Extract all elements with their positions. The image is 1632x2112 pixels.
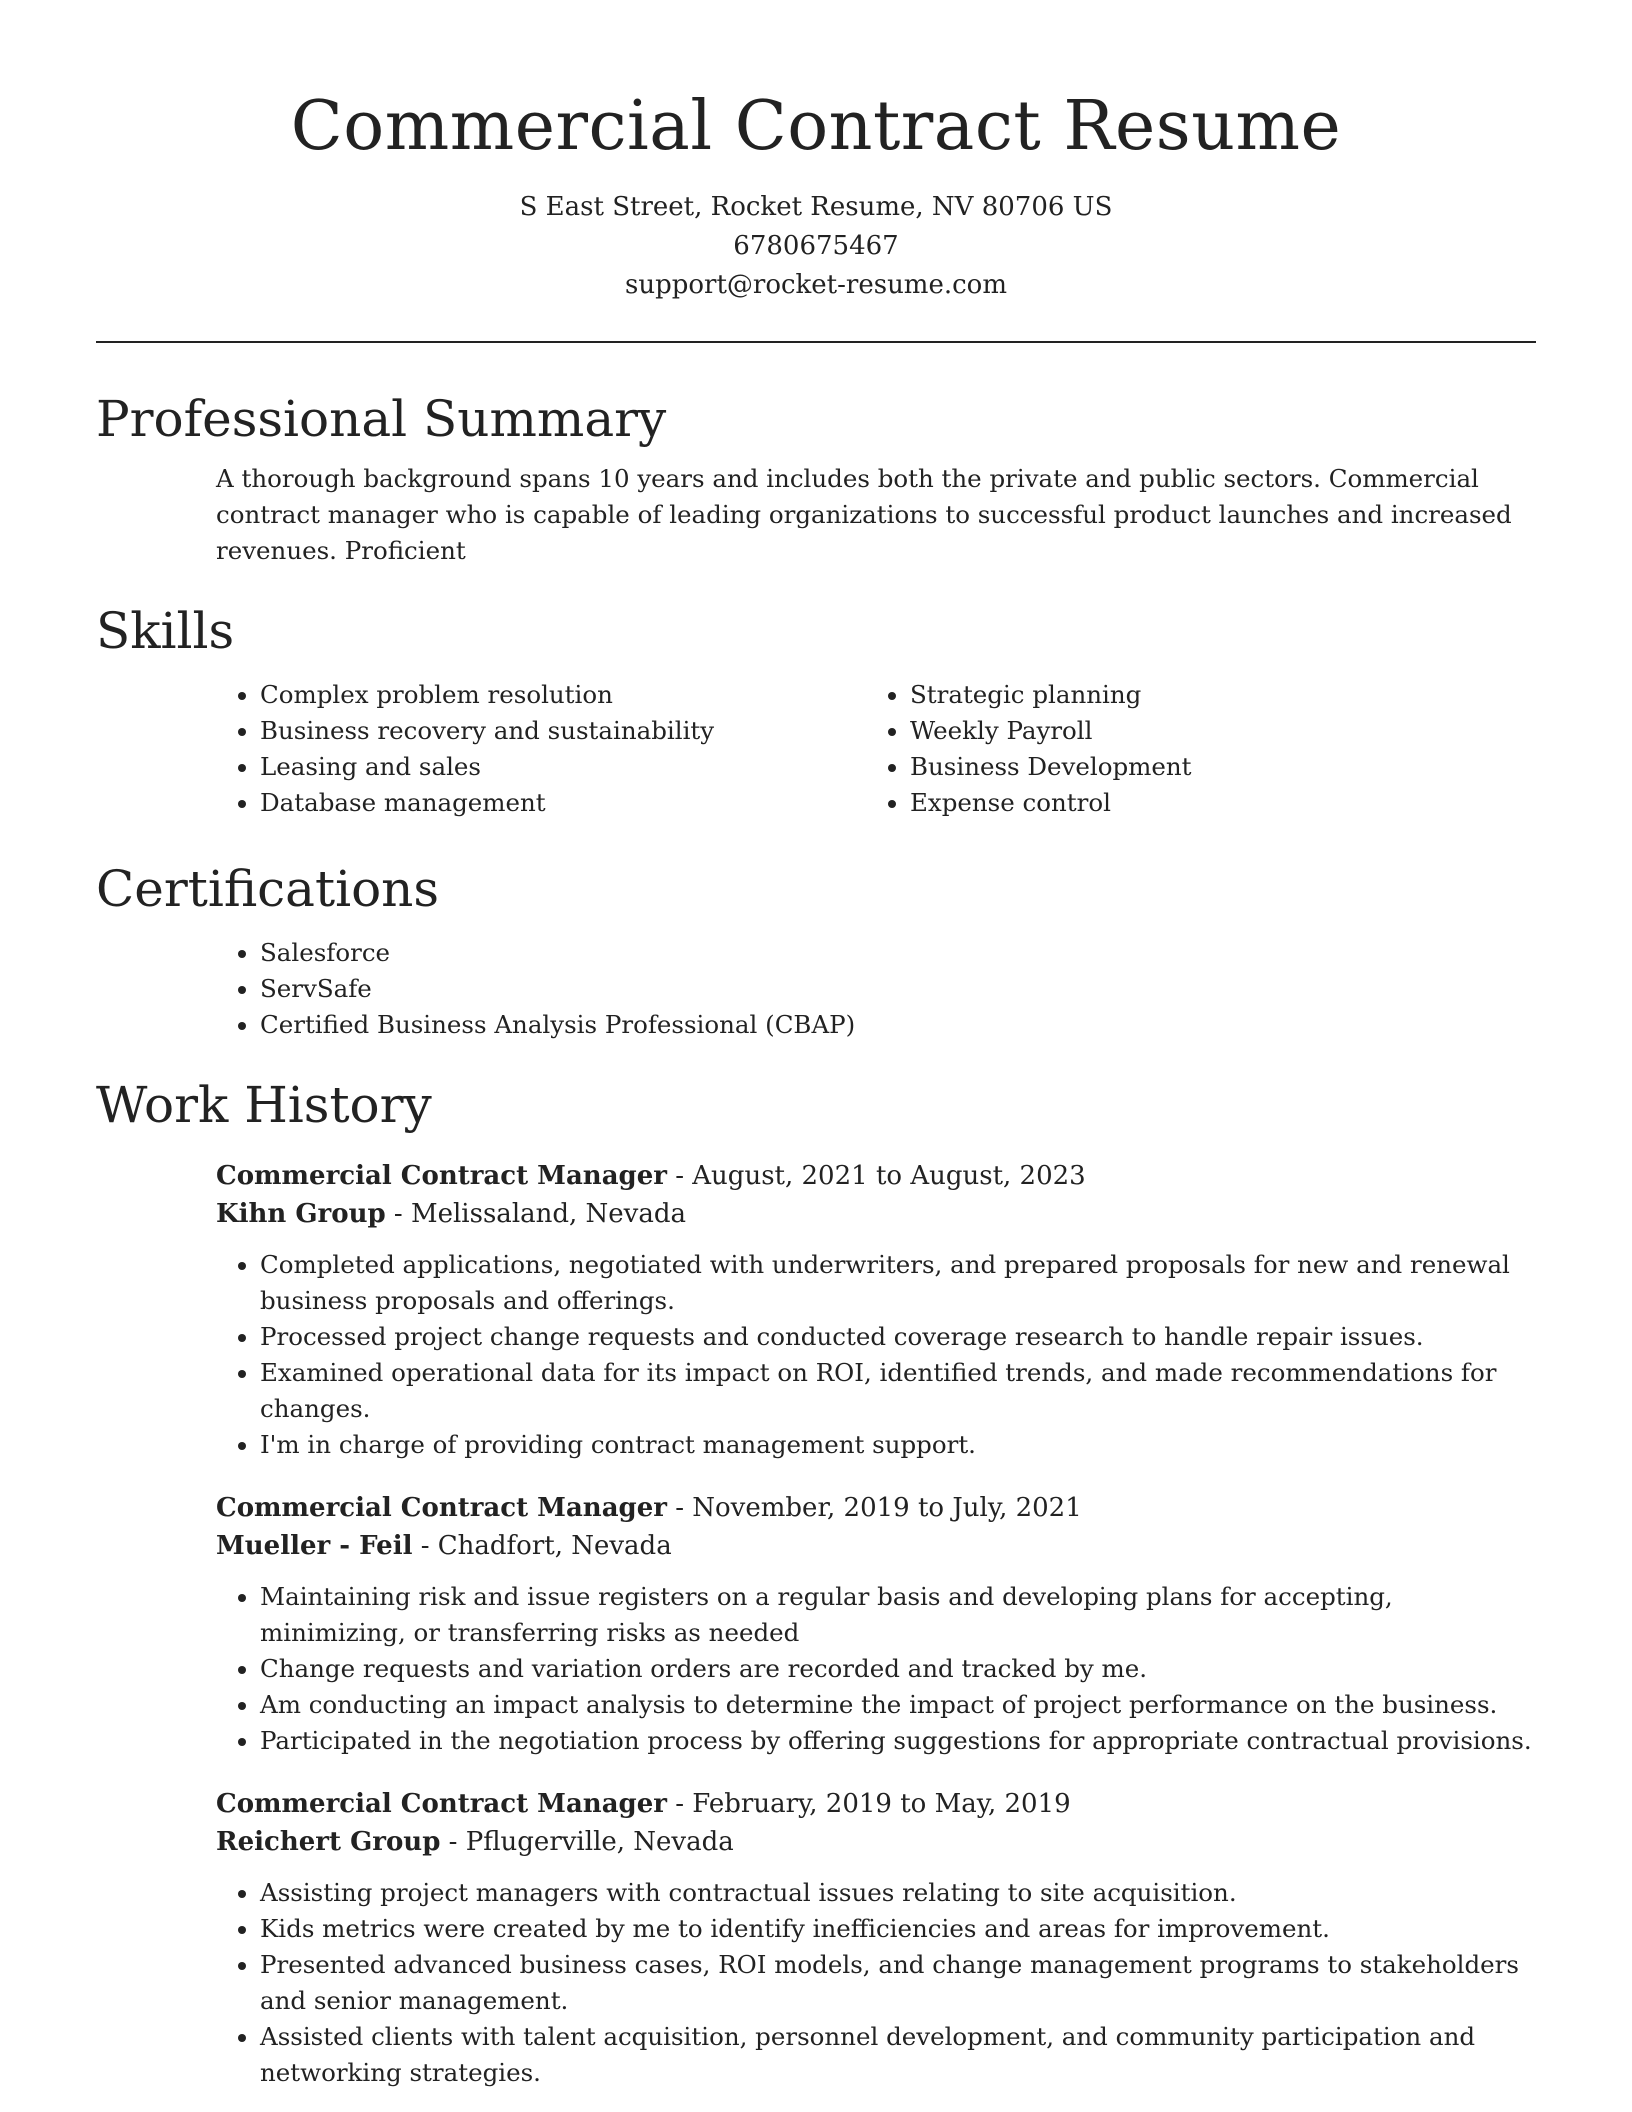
job-bullet: • Maintaining risk and issue registers on a regular basis and developing plans for accepting, minimizing, or transferring risks as needed: [260, 1579, 1536, 1651]
job-dates: - August, 2021 to August, 2023: [666, 1161, 1086, 1191]
skills-list-left: [216, 677, 866, 821]
resume-header: [96, 0, 1536, 305]
contact-phone: 6780675467: [733, 231, 899, 261]
certifications-list: [216, 935, 1536, 1043]
job-title: Commercial Contract Manager: [216, 1789, 667, 1819]
job-company: Reichert Group: [216, 1827, 441, 1857]
work-history-title: Work History: [96, 1076, 432, 1134]
skill-item: • Strategic planning: [910, 677, 1516, 713]
job-bullets: [216, 1579, 1536, 1759]
skills-column-right: [866, 677, 1516, 821]
job-company-line: [216, 1527, 1536, 1565]
skill-item: • Complex problem resolution: [260, 677, 866, 713]
job-bullet: • Processed project change requests and conducted coverage research to handle repair issues.: [260, 1319, 1536, 1355]
job-bullet: • Completed applications, negotiated with underwriters, and prepared proposals for new and renewal business proposals and offerings.: [260, 1247, 1536, 1319]
job-location: - Chadfort, Nevada: [412, 1531, 672, 1561]
certification-item: • Certified Business Analysis Professional (CBAP): [260, 1007, 1536, 1043]
job-company-line: [216, 1823, 1536, 1861]
job-bullet: • Examined operational data for its impact on ROI, identified trends, and made recommendations for changes.: [260, 1355, 1536, 1427]
contact-block: [96, 188, 1536, 305]
skill-item: • Expense control: [910, 785, 1516, 821]
job-title: Commercial Contract Manager: [216, 1161, 667, 1191]
job-bullets: [216, 1247, 1536, 1463]
job-bullet: • I'm in charge of providing contract management support.: [260, 1427, 1536, 1463]
work-history-section: [216, 1157, 1536, 2091]
certification-item: • Salesforce: [260, 935, 1536, 971]
job-title: Commercial Contract Manager: [216, 1493, 667, 1523]
job-location: - Pflugerville, Nevada: [440, 1827, 734, 1857]
job-dates: - November, 2019 to July, 2021: [666, 1493, 1082, 1523]
job-bullet: • Kids metrics were created by me to identify inefficiencies and areas for improvement.: [260, 1911, 1536, 1947]
skill-item: • Weekly Payroll: [910, 713, 1516, 749]
skills-column-left: [216, 677, 866, 821]
summary-text: A thorough background spans 10 years and includes both the private and public sectors. Commercial contract manager who is capable of leading organizations to successful product launches and increased revenues. Proficient: [216, 464, 1512, 565]
contact-email: support@rocket-resume.com: [624, 270, 1007, 300]
job-entry: [216, 1157, 1536, 1463]
resume-name: Commercial Contract Resume: [290, 87, 1342, 166]
job-company-line: [216, 1195, 1536, 1233]
skills-section: [216, 677, 1536, 821]
skill-item: • Leasing and sales: [260, 749, 866, 785]
job-entry: [216, 1489, 1536, 1759]
skills-title: Skills: [96, 602, 235, 660]
job-company: Mueller - Feil: [216, 1531, 413, 1561]
job-dates: - February, 2019 to May, 2019: [666, 1789, 1071, 1819]
certification-item: • ServSafe: [260, 971, 1536, 1007]
skill-item: • Database management: [260, 785, 866, 821]
skill-item: • Business recovery and sustainability: [260, 713, 866, 749]
job-location: - Melissaland, Nevada: [385, 1199, 687, 1229]
certifications-title: Certifications: [96, 860, 440, 918]
job-bullet: • Presented advanced business cases, ROI models, and change management programs to stakeholders and senior management.: [260, 1947, 1536, 2019]
job-bullet: • Am conducting an impact analysis to determine the impact of project performance on the business.: [260, 1687, 1536, 1723]
job-bullet: • Assisting project managers with contractual issues relating to site acquisition.: [260, 1875, 1536, 1911]
job-bullet: • Participated in the negotiation process by offering suggestions for appropriate contractual provisions.: [260, 1723, 1536, 1759]
skills-list-right: [866, 677, 1516, 821]
job-company: Kihn Group: [216, 1199, 386, 1229]
summary-title: Professional Summary: [96, 390, 667, 448]
job-bullets: [216, 1875, 1536, 2091]
header-divider: [96, 341, 1536, 343]
job-bullet: • Assisted clients with talent acquisition, personnel development, and community participation and networking strategies.: [260, 2019, 1536, 2091]
job-title-line: [216, 1157, 1536, 1195]
skill-item: • Business Development: [910, 749, 1516, 785]
job-title-line: [216, 1489, 1536, 1527]
job-bullet: • Change requests and variation orders are recorded and tracked by me.: [260, 1651, 1536, 1687]
contact-address: S East Street, Rocket Resume, NV 80706 US: [519, 192, 1113, 222]
certifications-section: [216, 935, 1536, 1043]
job-title-line: [216, 1785, 1536, 1823]
job-entry: [216, 1785, 1536, 2091]
skills-grid: [216, 677, 1536, 821]
